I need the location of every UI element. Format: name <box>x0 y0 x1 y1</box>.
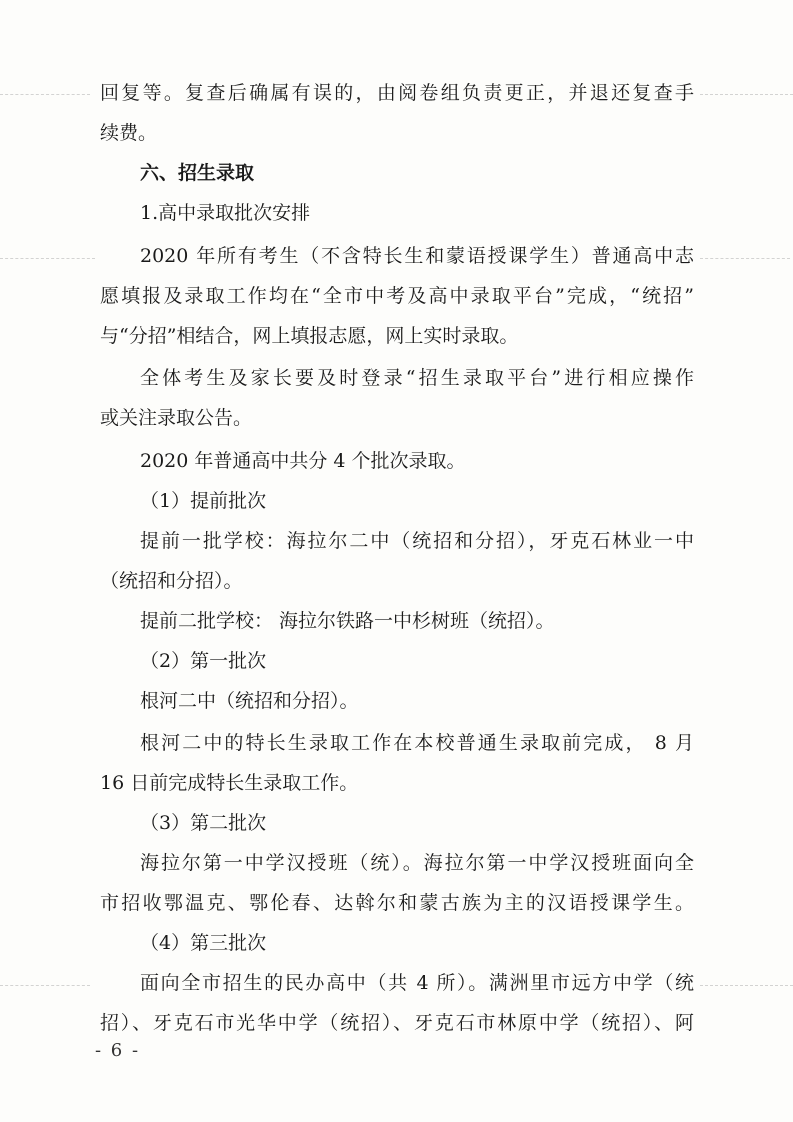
scan-artifact <box>0 94 90 96</box>
paragraph-line: 或关注录取公告。 <box>100 407 253 429</box>
batch-heading: （1）提前批次 <box>140 490 267 512</box>
paragraph-line: 愿填报及录取工作均在“全市中考及高中录取平台”完成，“统招” <box>100 285 694 307</box>
scan-artifact <box>700 258 790 260</box>
paragraph-line: （统招和分招）。 <box>100 570 243 592</box>
scan-artifact <box>700 94 793 96</box>
paragraph-line: 全体考生及家长要及时登录“招生录取平台”进行相应操作 <box>140 367 694 389</box>
page-number: - 6 - <box>95 1040 141 1061</box>
paragraph-line: 面向全市招生的民办高中（共 4 所）。满洲里市远方中学（统 <box>140 972 694 994</box>
scan-artifact <box>0 985 90 987</box>
paragraph-line: 16 日前完成特长生录取工作。 <box>100 772 359 794</box>
batch-heading: （2）第一批次 <box>140 650 267 672</box>
scan-artifact <box>0 258 95 260</box>
paragraph-line: 续费。 <box>100 122 158 144</box>
paragraph-line: 2020 年普通高中共分 4 个批次录取。 <box>140 450 466 472</box>
subsection-heading: 1.高中录取批次安排 <box>140 202 311 224</box>
section-heading: 六、招生录取 <box>140 162 255 184</box>
paragraph-line: 与“分招”相结合，网上填报志愿，网上实时录取。 <box>100 325 519 347</box>
batch-heading: （3）第二批次 <box>140 812 267 834</box>
paragraph-line: 回复等。复查后确属有误的，由阅卷组负责更正，并退还复查手 <box>100 82 694 104</box>
scan-artifact <box>700 985 793 987</box>
paragraph-line: 市招收鄂温克、鄂伦春、达斡尔和蒙古族为主的汉语授课学生。 <box>100 892 694 914</box>
paragraph-line: 招）、牙克石市光华中学（统招）、牙克石市林原中学（统招）、阿 <box>100 1012 694 1034</box>
paragraph-line: 海拉尔第一中学汉授班（统）。海拉尔第一中学汉授班面向全 <box>140 852 694 874</box>
paragraph-line: 提前二批学校： 海拉尔铁路一中杉树班（统招）。 <box>140 610 555 632</box>
paragraph-line: 根河二中的特长生录取工作在本校普通生录取前完成， 8 月 <box>140 732 694 754</box>
paragraph-line: 提前一批学校：海拉尔二中（统招和分招），牙克石林业一中 <box>140 530 694 552</box>
paragraph-line: 根河二中（统招和分招）。 <box>140 690 359 712</box>
paragraph-line: 2020 年所有考生（不含特长生和蒙语授课学生）普通高中志 <box>140 245 694 267</box>
batch-heading: （4）第三批次 <box>140 932 267 954</box>
